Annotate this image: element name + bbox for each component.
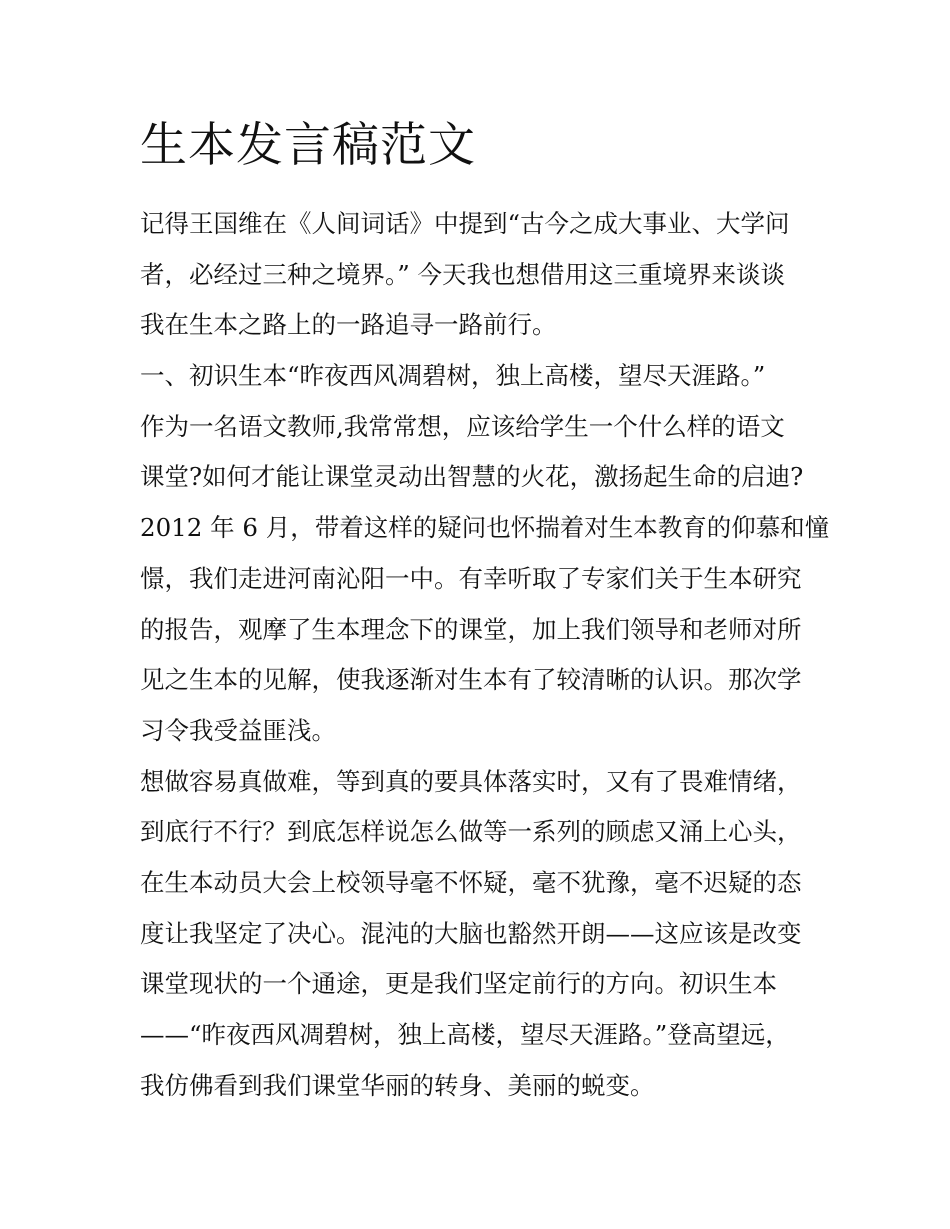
text-line: 见之生本的见解，使我逐渐对生本有了较清晰的认识。那次学 <box>140 665 802 695</box>
text-line: 作为一名语文教师,我常常想，应该给学生一个什么样的语文 <box>140 411 785 441</box>
text-line: 想做容易真做难，等到真的要具体落实时，又有了畏难情绪， <box>140 766 802 796</box>
text-line: 在生本动员大会上校领导毫不怀疑，毫不犹豫，毫不迟疑的态 <box>140 867 802 897</box>
text-line: 憬，我们走进河南沁阳一中。有幸听取了专家们关于生本研究 <box>140 563 802 593</box>
text-line: 2012 年 6 月，带着这样的疑问也怀揣着对生本教育的仰慕和憧 <box>140 513 830 543</box>
text-line: 课堂现状的一个通途，更是我们坚定前行的方向。初识生本 <box>140 969 777 999</box>
text-line: 一、初识生本“昨夜西风凋碧树，独上高楼，望尽天涯路。” <box>140 361 766 391</box>
document-body <box>140 199 830 1111</box>
text-line: 我仿佛看到我们课堂华丽的转身、美丽的蜕变。 <box>140 1070 655 1100</box>
text-line: 记得王国维在《人间词话》中提到“古今之成大事业、大学问 <box>140 209 790 238</box>
text-line: 习令我受益匪浅。 <box>140 715 336 745</box>
text-line: ——“昨夜西风凋碧树，独上高楼，望尽天涯路。”登高望远， <box>140 1020 790 1049</box>
text-line: 者，必经过三种之境界。” 今天我也想借用这三重境界来谈谈 <box>140 259 786 289</box>
text-line: 度让我坚定了决心。混沌的大脑也豁然开朗——这应该是改变 <box>140 918 802 948</box>
text-line: 我在生本之路上的一路追寻一路前行。 <box>140 310 557 340</box>
text-line: 到底行不行？到底怎样说怎么做等一系列的顾虑又涌上心头， <box>140 817 802 847</box>
document-title: 生本发言稿范文 <box>140 118 476 173</box>
text-line: 课堂?如何才能让课堂灵动出智慧的火花，激扬起生命的启迪? <box>140 462 804 492</box>
text-line: 的报告，观摩了生本理念下的课堂，加上我们领导和老师对所 <box>140 614 802 644</box>
